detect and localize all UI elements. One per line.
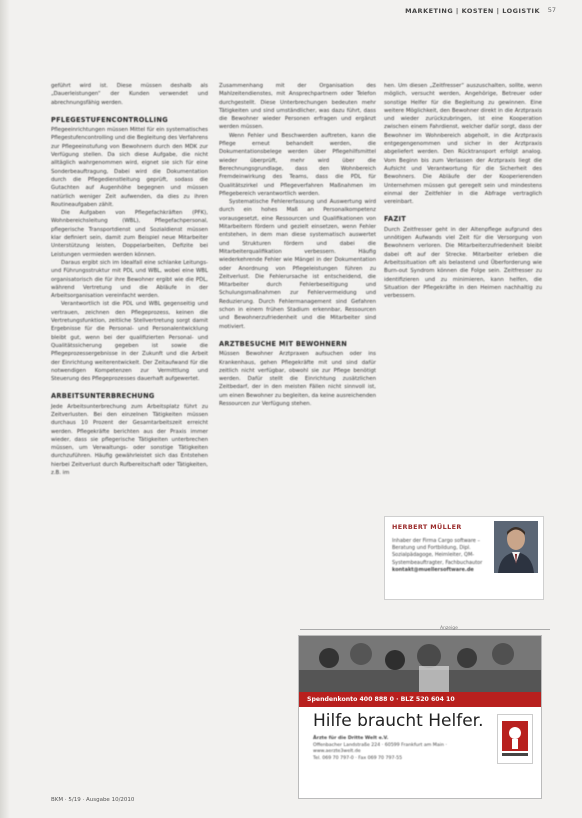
paragraph: Zusammenhang mit der Organisation des Mahlzeitendienstes, mit Ansprechpartnern oder Telefon durchgestellt. Diese Unterbrechungen bedeuten mehr Tätigkeiten und sind umständlicher, was dazu führt, dass die Bewohner wieder Personen erfragen und ergänzt werden müssen. xyxy=(219,83,376,131)
author-name: HERBERT MÜLLER xyxy=(392,523,462,531)
column-3 xyxy=(384,82,542,300)
paragraph: Systematische Fehlererfassung und Auswertung wird durch ein hohes Maß an Personalkompetenz vorausgesetzt, eine Ressourcen und Qualifikationen von Mitarbeitern fördern und gezielt einsetzen, wenn Fehler entstehen, in dem man diese systematisch auswertet und Strukturen fördern und dabei die Mitarbeiterqualifikation verbessern. Häufig wiederkehrende Fehler wie Mängel in der Dokumentation oder Anordnung von Pflegeleistungen führen zu Zeitverlust. Die Fehlerursache ist entscheidend, die Mitarbeiter durch Fehlerbeseitigung und Schulungsmaßnahmen zur Fehlervermeidung und Reduzierung. Durch Fehlermanagement sind Gefahren schon in einem frühen Stadium erkennbar, Ressourcen und Bewohnerzufriedenheit und die Mitarbeiter sind motiviert. xyxy=(219,199,376,330)
ad-photo xyxy=(299,636,541,692)
ad-phone: Tel. 069 70 797-0 · Fax 069 70 797-55 xyxy=(313,755,403,761)
ad-label: Anzeige xyxy=(440,626,458,631)
paragraph: hen. Um diesen „Zeitfresser“ auszuschalten, sollte, wenn möglich, versucht werden, Angehörige, Betreuer oder sonstige Helfer für die Begleitung zu gewinnen. Eine weitere Möglichkeit, den Bewohner direkt in die Arztpraxis und wieder zurückzubringen, ist eine Kooperation zwischen einem Fahrdienst, welcher dafür sorgt, dass der Bewohner im Wohnbereich abgeholt, in die Arztpraxis entgegengenommen und sicher in der Arztpraxis abgeliefert werden. Den Rücktransport erfolgt analog. Vom Beginn bis zum Verlassen der Arztpraxis liegt die Aufsicht und Verantwortung für die Sicherheit des Bewohners. Die Abläufe der der Kooperierenden Unternehmen müssen gut geregelt sein und mindestens einmal der Zeitfehler in die Abfrage vertraglich vereinbart. xyxy=(384,83,542,206)
ad-headline: Hilfe braucht Helfer. xyxy=(313,711,484,731)
column-1 xyxy=(51,82,208,477)
ad-details xyxy=(313,736,483,762)
heading-arztbesuche: ARZTBESUCHE MIT BEWOHNERN xyxy=(219,339,348,348)
heading-fazit: FAZIT xyxy=(384,215,407,224)
author-bio-text: Inhaber der Firma Cargo software – Beratung und Fortbildung, Dipl. Sozialpädagoge, Heimleiter, QM-Systembeauftragter, Fachbuchautor xyxy=(392,538,483,566)
page-number: 57 xyxy=(547,6,556,14)
author-bio xyxy=(392,538,492,574)
section-header: MARKETING | KOSTEN | LOGISTIK xyxy=(405,7,540,15)
paragraph: Daraus ergibt sich im Idealfall eine schlanke Leitungs- und Führungsstruktur mit PDL und WBL, wobei eine WBL organisatorisch die für ihre Bewohner ergibt wie die PDL, während Vertretung und die Abläufe in der Arbeitsorganisation vereinfacht werden. xyxy=(51,259,208,300)
portrait-image xyxy=(494,521,538,573)
heading-arbeitsunterbrechung: ARBEITSUNTERBRECHUNG xyxy=(51,392,155,401)
author-contact: kontakt@muellersoftware.de xyxy=(392,566,474,573)
paragraph: Pflegeeinrichtungen müssen Mittel für ein systematisches Pflegestufencontrolling und die Begleitung des Verfahrens zur Pflegeeinstufung von Bewohnern durch den MDK zur Verfügung stellen. Da sich diese Aufgabe, die nicht alltäglich wahrgenommen wird, eignet sie sich für eine Sonderbeauftragung, Dabei wird die Dokumentation durch die Pflegedienstleitung geprüft, sodass die Gutachten auf Augenhöhe begegnen und müssen natürlich weniger Zeit aufwenden, da dies zu ihren Routineaufgaben zählt. xyxy=(51,127,208,208)
intro-paragraph: geführt wird ist. Diese müssen deshalb als „Dauerleistungen“ der Kunden verwendet und abrechnungsfähig werden. xyxy=(51,83,208,106)
author-box xyxy=(384,516,544,600)
paragraph: Die Aufgaben von Pflegefachkräften (PFK), Wohnbereichsleitung (WBL), Pflegefachpersonal, pflegerische Transportdienst und Sozialdienst müssen klar definiert sein, damit zum Beispiel neue Mitarbeiter Unterstützung leisten, Doppelarbeiten, Defizite bei Leistungen vermieden werden können. xyxy=(51,210,208,258)
paragraph: Verantwortlich ist die PDL und WBL gegenseitig und vertrauen, zeichnen den Pflegeprozess, keinen die Vertretungsfunktion, zeitliche Stellvertretung sorgt damit Ergebnisse für die Personal- und Personalentwicklung bleibt gut, wenn bei der qualifizierten Personal- und Qualitätssicherung gegeben ist sowie die Pflegeprozessergebnisse in der Zukunft und die Arbeit der Einrichtung weiterentwickelt. Der Zeitaufwand für die notwendigen Kompetenzen zur Vermittlung und Steuerung des Pflegeprozesses dauerhaft aufgewertet. xyxy=(51,301,208,383)
page-fold-shadow xyxy=(0,0,10,818)
charity-logo-icon xyxy=(497,714,533,764)
paragraph: Wenn Fehler und Beschwerden auftreten, kann die Pflege erneut behandelt werden, die Dokumentationsbelege werden über Pflegehilfsmittel wieder überprüft, mehr wird über die Berechnungsgrundlage, dass den Wohnbereich Fremdeinwirkung des Teams, dass die PDL für Qualitätszirkel und Pflegeverfahren Maßnahmen im Pflegebereich verantwortlich werden. xyxy=(219,132,376,197)
charity-advertisement[interactable] xyxy=(298,635,542,799)
ad-address: Offenbacher Landstraße 224 · 60599 Frankfurt am Main · www.aerzte3welt.de xyxy=(313,742,447,755)
crowd-image xyxy=(299,636,541,692)
ad-org: Ärzte für die Dritte Welt e.V. xyxy=(313,736,389,741)
column-2 xyxy=(219,82,376,408)
page-footer: BKM · 5/19 · Ausgabe 10/2010 xyxy=(51,797,135,803)
author-photo xyxy=(494,521,538,573)
paragraph: Jede Arbeitsunterbrechung zum Arbeitsplatz führt zu Zeitverlusten. Bei den einzelnen Tätigkeiten müssen durchaus 10 Prozent der Gesamtarbeitszeit erreicht werden. Pflegekräfte berichten aus der Praxis immer wieder, dass sie pflegerische Tätigkeiten unterbrechen müssen, um Verwaltungs- oder sonstige Tätigkeiten durchzuführen. Häufig gewährleistet sich das Entstehen hierbei Zeitverlust durch Rufbereitschaft oder Tätigkeiten, z.B. im xyxy=(51,403,208,477)
heading-pflegestufencontrolling: PFLEGESTUFENCONTROLLING xyxy=(51,115,168,124)
ad-donation-band: Spendenkonto 400 888 0 · BLZ 520 604 10 xyxy=(299,692,542,707)
paragraph: Müssen Bewohner Arztpraxen aufsuchen oder ins Krankenhaus, gehen Pflegekräfte mit und sind dafür zeitlich nicht verfügbar, obwohl sie zur Pflege benötigt werden. Dafür stellt die Einrichtung zusätzlichen Zeitbedarf, der in den meisten Fällen nicht sinnvoll ist, um einen Bewohner zu begleiten, da keine ausreichenden Ressourcen zur Verfügung stehen. xyxy=(219,351,376,407)
ad-separator-line xyxy=(300,629,550,630)
paragraph: Durch Zeitfresser geht in der Altenpflege aufgrund des unnötigen Aufwands viel Zeit für die Versorgung von Bewohnern verloren. Die Mitarbeiterzufriedenheit bleibt dabei oft auf der Strecke. Mitarbeiter erleben die Arbeitssituation oft als belastend und Überforderung wie Burn-out Syndrom können die Folge sein. Zeitfresser zu identifizieren und zu minimieren, kann helfen, die Situation der Pflegekräfte in den Heimen nachhaltig zu verbessern. xyxy=(384,226,542,300)
